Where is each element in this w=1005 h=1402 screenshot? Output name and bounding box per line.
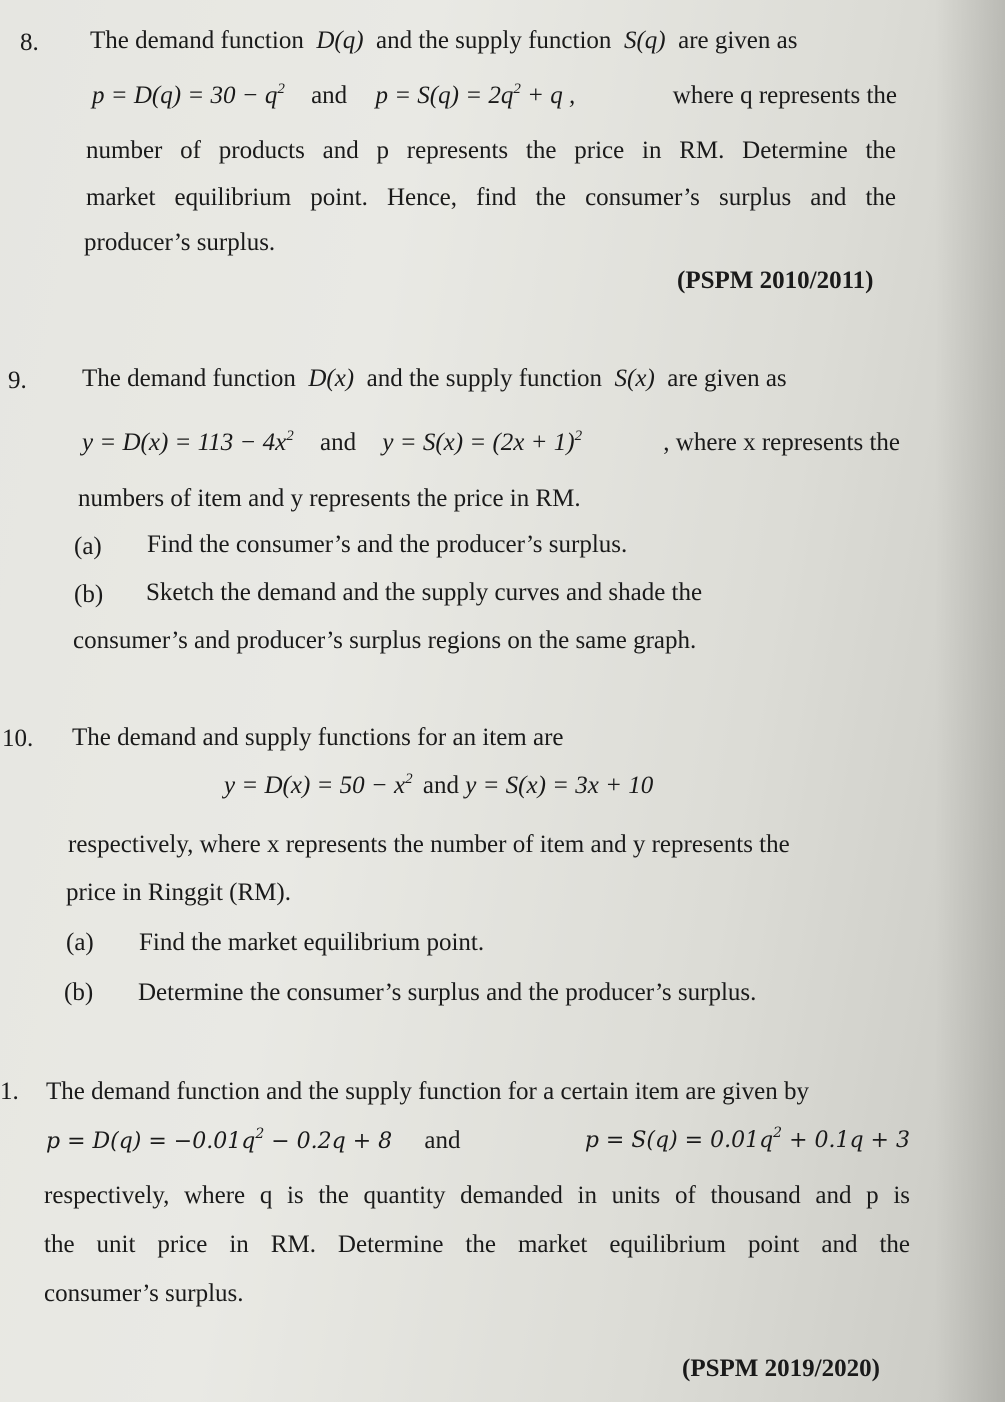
question-11-equations xyxy=(46,1126,910,1157)
question-11-source: (PSPM 2019/2020) xyxy=(682,1355,880,1382)
question-9a-label: (a) xyxy=(74,533,102,560)
page-shadow xyxy=(935,0,1005,1402)
question-9b-label: (b) xyxy=(74,581,104,608)
question-10-line-1: The demand and supply functions for an item are xyxy=(72,724,564,751)
question-11-line-5: consumer’s surplus. xyxy=(44,1280,244,1307)
question-8-number: 8. xyxy=(20,29,39,56)
q8-text-3: are given as xyxy=(678,27,798,54)
question-9b-text: Sketch the demand and the supply curves and shade the xyxy=(146,579,703,606)
q10-supply-equation: y = S(x) = 3x + 10 xyxy=(465,772,654,799)
question-11-line-1: The demand function and the supply function for a certain item are given by xyxy=(46,1078,809,1105)
question-10-line-4: price in Ringgit (RM). xyxy=(66,879,291,906)
q11-supply-equation: $p = S(q) = 0.01q^2 + 0.1q + 3$ xyxy=(584,1125,910,1153)
q9-text-2: and the supply function xyxy=(366,365,603,392)
q9-func-d: D(x) xyxy=(308,365,355,392)
q9-where: , where x represents the xyxy=(663,429,900,456)
q8-and: and xyxy=(311,82,348,109)
question-8-line-2 xyxy=(92,81,897,111)
q11-and: and xyxy=(424,1127,461,1154)
question-8-line-4: market equilibrium point. Hence, find the consumer’s surplus and the xyxy=(86,184,896,211)
question-10a-label: (a) xyxy=(66,929,94,956)
q9-demand-equation: $y = D(x) = 113 - 4x^2$ xyxy=(82,428,294,456)
q10-and: and xyxy=(422,772,459,799)
q9-and: and xyxy=(320,429,357,456)
question-8-line-5: producer’s surplus. xyxy=(84,229,276,256)
question-9-line-3: numbers of item and y represents the price in RM. xyxy=(78,485,581,512)
q8-text-1: The demand function xyxy=(90,27,304,54)
q9-func-s: S(x) xyxy=(614,365,655,392)
q8-supply-equation: $p = S(q) = 2q^2 + q$ , xyxy=(375,81,576,109)
question-9-line-1 xyxy=(82,364,897,394)
question-8-line-3: number of products and p represents the price in RM. Determine the xyxy=(86,137,896,164)
q9-text-3: are given as xyxy=(667,365,787,392)
question-9-line-2 xyxy=(82,428,900,458)
q8-func-s: S(q) xyxy=(623,27,666,54)
question-10-number: 10. xyxy=(2,725,34,752)
q8-func-d: D(q) xyxy=(316,27,364,54)
question-9b-text-2: consumer’s and producer’s surplus regions on the same graph. xyxy=(73,627,697,654)
question-10-line-3: respectively, where x represents the number of item and y represents the xyxy=(68,831,790,858)
q8-where: where q represents the xyxy=(672,82,897,109)
q8-text-2: and the supply function xyxy=(376,27,612,54)
question-10a-text: Find the market equilibrium point. xyxy=(139,929,485,956)
question-10b-label: (b) xyxy=(64,979,94,1006)
question-10-equations xyxy=(224,771,653,801)
question-8-source: (PSPM 2010/2011) xyxy=(677,267,874,294)
question-11-line-3: respectively, where q is the quantity demanded in units of thousand and p is xyxy=(44,1182,910,1209)
q9-text-1: The demand function xyxy=(82,365,296,392)
question-9a-text: Find the consumer’s and the producer’s surplus. xyxy=(147,531,628,558)
q11-demand-equation: $p = D(q) = -0.01q^2 - 0.2q + 8$ xyxy=(46,1126,393,1154)
q10-demand-equation: $y = D(x) = 50 - x^2$ xyxy=(224,771,413,799)
q8-demand-equation: $p = D(q) = 30 - q^2$ xyxy=(92,81,285,109)
question-9-number: 9. xyxy=(8,367,27,394)
question-10b-text: Determine the consumer’s surplus and the producer’s surplus. xyxy=(138,979,757,1006)
question-11-number: 1. xyxy=(0,1078,19,1105)
question-11-line-4: the unit price in RM. Determine the market equilibrium point and the xyxy=(44,1231,910,1258)
question-8-line-1 xyxy=(90,26,895,56)
q9-supply-equation: $y = S(x) = (2x + 1)^2$ xyxy=(382,428,583,456)
